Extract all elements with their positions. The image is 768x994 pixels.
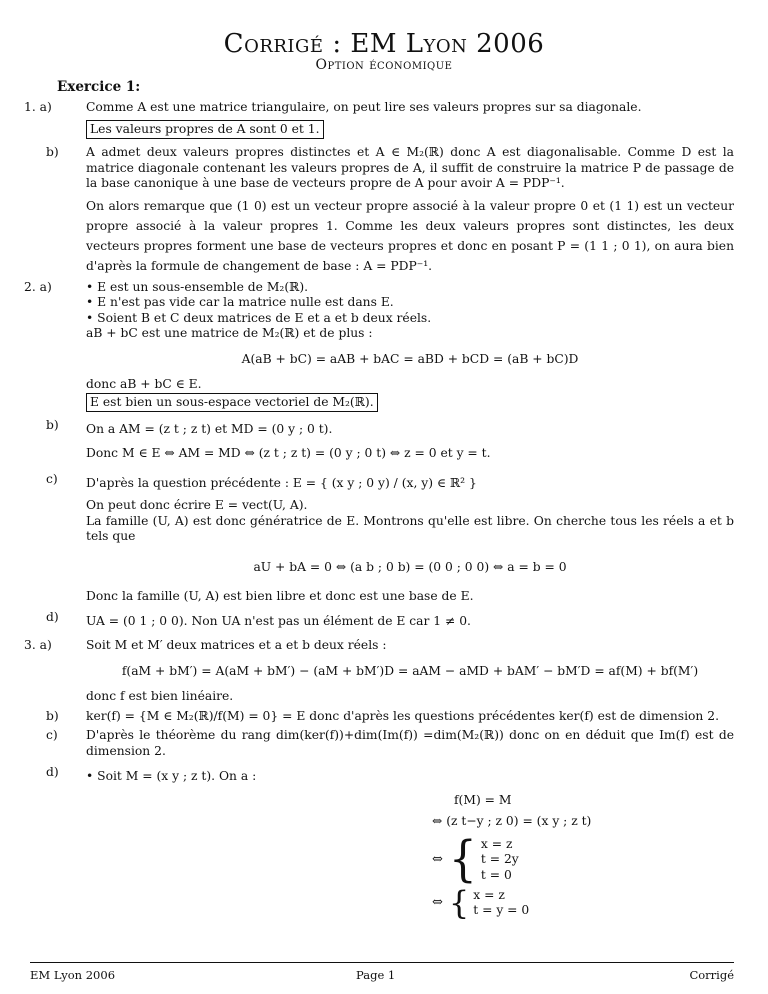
- q3d-step-2: ⇔ (z t−y ; z 0) = (x y ; z t): [432, 813, 592, 828]
- q3b-line-1: ker(f) = {M ∈ M₂(ℝ)/f(M) = 0} = E donc d'après les questions précédentes ker(f) est de dimension 2.: [86, 708, 719, 723]
- q3a: [24, 638, 734, 654]
- q3d-system-2: ⇔ { x = z t = y = 0: [432, 884, 530, 922]
- q2d-label: d): [46, 610, 59, 624]
- q1b-text2: On alors remarque que (1 0) est un vecteur propre associé à la valeur propre 0 et (1 1) est un vecteur propre associé à la valeur propres 1. Comme les deux valeurs propres sont distinctes, les deux vecteurs propres forment une base de vecteurs propres et donc en posant P = (1 1 ; 0 1), on aura bien d'après la formule de changement de base : A = PDP⁻¹.: [86, 198, 734, 273]
- q1a-label: 1. a): [24, 100, 52, 114]
- q1a: [24, 100, 734, 116]
- q3d-sys1-eq1: x = z: [480, 836, 513, 851]
- q2a-bullet-3: • Soient B et C deux matrices de E et a et b deux réels.: [86, 310, 432, 325]
- q2a-result-box: E est bien un sous-espace vectoriel de M₂(ℝ).: [86, 393, 378, 413]
- q3d-line-1: • Soit M = (x y ; z t). On a :: [86, 769, 257, 783]
- q3a-label: 3. a): [24, 638, 52, 652]
- q3c: [24, 728, 734, 759]
- page-subtitle: Option économique: [315, 57, 453, 73]
- q1a-text: Comme A est une matrice triangulaire, on peut lire ses valeurs propres sur sa diagonale.: [86, 100, 642, 114]
- q3d: [24, 765, 734, 787]
- q2c-equation: aU + bA = 0 ⇔ (a b ; 0 b) = (0 0 ; 0 0) ⇔ a = b = 0: [253, 559, 567, 574]
- q1b-label: b): [46, 145, 59, 159]
- q2a-line-5: donc aB + bC ∈ E.: [86, 377, 202, 391]
- q3a-line-2: donc f est bien linéaire.: [86, 689, 234, 703]
- footer-right: Corrigé: [689, 968, 734, 982]
- page-title: Corrigé : EM Lyon 2006: [223, 29, 545, 59]
- q3d-sys2-eq1: x = z: [473, 887, 505, 902]
- q2a-bullet-2: • E n'est pas vide car la matrice nulle est dans E.: [86, 295, 394, 309]
- q2a-line-4: aB + bC est une matrice de M₂(ℝ) et de plus :: [86, 326, 373, 340]
- q2d-line-1: UA = (0 1 ; 0 0). Non UA n'est pas un élément de E car 1 ≠ 0.: [86, 614, 471, 628]
- q2a-equation: A(aB + bC) = aAB + bAC = aBD + bCD = (aB + bC)D: [241, 351, 579, 366]
- q3a-line-1: Soit M et M′ deux matrices et a et b deux réels :: [86, 638, 387, 652]
- q2c-label: c): [46, 472, 58, 486]
- q2c-line-3: La famille (U, A) est donc génératrice de E. Montrons qu'elle est libre. On cherche tous les réels a et b tels que: [86, 513, 734, 543]
- footer-rule: [30, 962, 734, 963]
- q1b-text: A admet deux valeurs propres distinctes et A ∈ M₂(ℝ) donc A est diagonalisable. Comme D est la matrice diagonale contenant les valeurs propres de A, il suffit de construire la matrice P de passage de la base canonique à une base de vecteurs propre de A pour avoir A = PDP⁻¹.: [86, 145, 734, 190]
- q1b: [24, 145, 734, 192]
- q2c-line-4: Donc la famille (U, A) est bien libre et donc est une base de E.: [86, 588, 474, 603]
- q3a-equation: f(aM + bM′) = A(aM + bM′) − (aM + bM′)D = aAM − aMD + bAM′ − bM′D = af(M) + bf(M′): [121, 663, 699, 678]
- q3d-sys2-eq2: t = y = 0: [473, 903, 530, 917]
- q2b: [24, 418, 734, 440]
- q3d-sys1-eq2: t = 2y: [480, 852, 519, 866]
- q1a-result-box: Les valeurs propres de A sont 0 et 1.: [86, 120, 324, 140]
- q2b-line-1: On a AM = (z t ; z t) et MD = (0 y ; 0 t).: [86, 422, 333, 436]
- q2c-line-1: D'après la question précédente : E = { (x y ; 0 y) / (x, y) ∈ ℝ² }: [86, 476, 477, 490]
- exercise-content: [24, 100, 734, 922]
- q3d-label: d): [46, 765, 59, 779]
- q2b-line-2: Donc M ∈ E ⇔ AM = MD ⇔ (z t ; z t) = (0 y ; 0 t) ⇔ z = 0 et y = t.: [86, 446, 491, 460]
- q2a-bullet-1: • E est un sous-ensemble de M₂(ℝ).: [86, 279, 309, 294]
- footer-left: EM Lyon 2006: [30, 968, 116, 982]
- q3b-label: b): [46, 708, 59, 723]
- q3d-system-1: ⇔ { x = z t = 2y t = 0: [432, 831, 519, 888]
- q2b-label: b): [46, 418, 59, 432]
- q2c: [24, 472, 734, 494]
- q2a-label: 2. a): [24, 279, 52, 294]
- exercise-title: Exercice 1:: [57, 79, 141, 95]
- q3c-line-1: D'après le théorème du rang dim(ker(f))+dim(Im(f)) =dim(M₂(ℝ)) donc on en déduit que Im(f) est de dimension 2.: [86, 728, 734, 758]
- q3c-label: c): [46, 728, 58, 742]
- q3d-step-1: f(M) = M: [454, 793, 512, 807]
- q3d-sys1-eq3: t = 0: [480, 867, 512, 882]
- q2a: [24, 280, 734, 296]
- q2c-line-2: On peut donc écrire E = vect(U, A).: [86, 498, 308, 512]
- q3b: [24, 709, 734, 725]
- q2d: [24, 610, 734, 632]
- footer-page-number: Page 1: [356, 968, 396, 982]
